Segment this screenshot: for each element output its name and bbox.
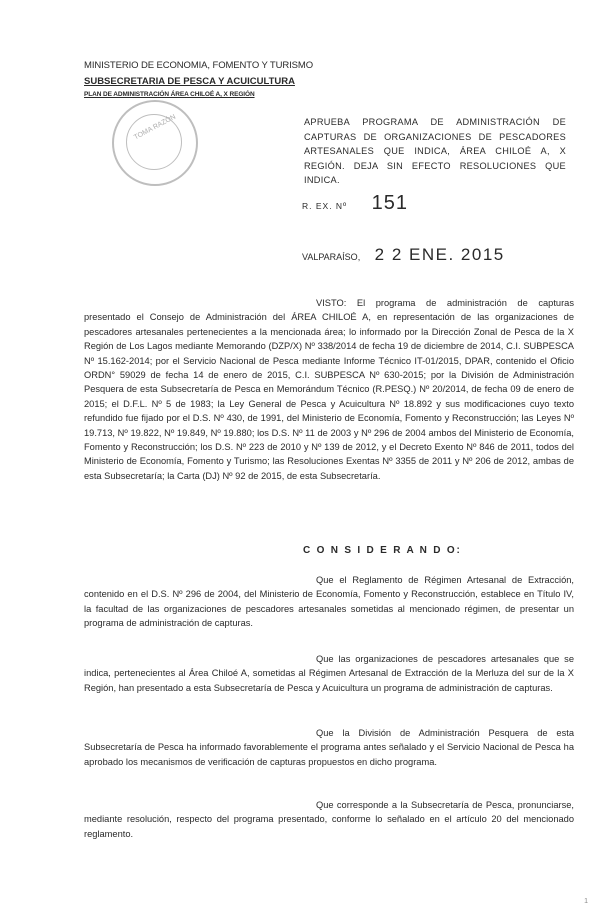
considerando-text: Que la División de Administración Pesquera de esta Subsecretaría de Pesca ha informado favorablemente el programa antes señalado y el Servicio Nacional de Pesca ha aprobado los mecanismos de verificación de capturas propuestos en dicho programa. — [84, 728, 574, 767]
page-number: 1 — [584, 898, 588, 905]
plan-name: PLAN DE ADMINISTRACIÓN ÁREA CHILOÉ A, X REGIÓN — [84, 91, 255, 98]
considerando-text: Que el Reglamento de Régimen Artesanal de Extracción, contenido en el D.S. Nº 296 de 2004, del Ministerio de Economía, Fomento y Reconstrucción, establece en Título IV, la facultad de las organizaciones de pescadores artesanales sometidas al mencionado régimen, de presentar un programa de administración de capturas. — [84, 575, 574, 629]
subsecretaria-name: SUBSECRETARIA DE PESCA Y ACUICULTURA — [84, 76, 295, 87]
stamp-text: TOMA RAZÓN — [132, 113, 178, 142]
resolution-number-block — [302, 192, 408, 215]
ministry-name: MINISTERIO DE ECONOMIA, FOMENTO Y TURISMO — [84, 60, 314, 71]
resolution-label: R. EX. Nº — [302, 201, 348, 211]
visto-text: VISTO: El programa de administración de capturas presentado el Consejo de Administración del ÁREA CHILOÉ A, en representación de las organizaciones de pescadores artesanales pertenecientes a la mencionada área; lo informado por la Dirección Zonal de Pesca de la X Región de Los Lagos mediante Memorando (DZP/X) Nº 338/2014 de fecha 19 de diciembre de 2014, C.I. SUBPESCA Nº 15.162-2014; por el Servicio Nacional de Pesca mediante Informe Técnico IT-01/2015, DPAR, contenido el Oficio ORDN° 59029 de fecha 14 de enero de 2015, C.I. SUBPESCA Nº 630-2015; por la División de Administración Pesquera de esta Subsecretaría de Pesca en Memorándum Técnico (R.PESQ.) Nº 20/2014, de fecha 09 de enero de 2015; el D.F.L. Nº 5 de 1983; la Ley General de Pesca y Acuicultura Nº 18.892 y sus modificaciones cuyo texto refundido fue fijado por el D.S. Nº 430, de 1991, del Ministerio de Economía, Fomento y Reconstrucción; las Leyes Nº 19.713, Nº 19.822, Nº 19.849, Nº 19.880; los D.S. Nº 11 de 2003 y Nº 296 de 2004 ambos del Ministerio de Economía, Fomento y Reconstrucción; los D.S. Nº 223 de 2010 y Nº 139 de 2012, y el Decreto Exento Nº 846 de 2011, todos del Ministerio de Economía, Fomento y Turismo; las Resoluciones Exentas Nº 3355 de 2011 y Nº 206 de 2012, ambas de esta Subsecretaría; la Carta (DJ) Nº 92 de 2015, de esta Subsecretaría. — [84, 298, 574, 481]
considerando-text: Que corresponde a la Subsecretaría de Pesca, pronunciarse, mediante resolución, respecto del programa presentado, conforme lo señalado en el artículo 20 del mencionado reglamento. — [84, 800, 574, 839]
considerando-paragraph-1 — [84, 573, 574, 631]
considerando-title: C O N S I D E R A N D O: — [303, 545, 462, 556]
official-stamp — [112, 100, 198, 186]
considerando-paragraph-2 — [84, 652, 574, 695]
considerando-paragraph-4 — [84, 798, 574, 841]
place-label: VALPARAÍSO, — [302, 252, 361, 262]
resolution-date: 2 2 ENE. 2015 — [374, 245, 505, 264]
visto-paragraph — [84, 296, 574, 483]
resolution-subject: APRUEBA PROGRAMA DE ADMINISTRACIÓN DE CAPTURAS DE ORGANIZACIONES DE PESCADORES ARTESANALES QUE INDICA, ÁREA CHILOÉ A, X REGIÓN. DEJA SIN EFECTO RESOLUCIONES QUE INDICA. — [304, 117, 566, 185]
considerando-paragraph-3 — [84, 726, 574, 769]
considerando-text: Que las organizaciones de pescadores artesanales que se indica, pertenecientes al Área Chiloé A, sometidas al Régimen Artesanal de Extracción de la Merluza del sur de la X Región, han presentado a esta Subsecretaría de Pesca y Acuicultura un programa de administración de capturas. — [84, 654, 574, 693]
resolution-number: 151 — [371, 192, 408, 214]
place-date-block — [302, 245, 505, 265]
